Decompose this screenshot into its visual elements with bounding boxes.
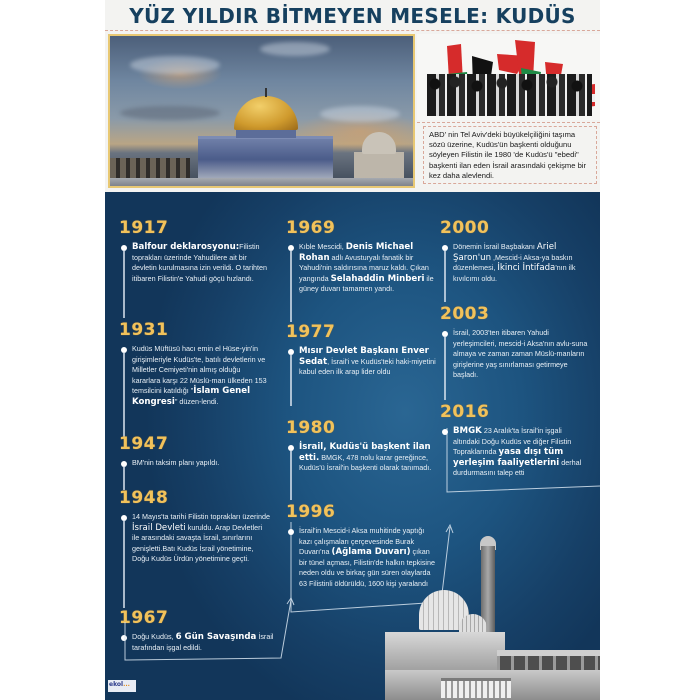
golden-dome <box>234 96 298 130</box>
event-year: 1917 <box>119 218 169 238</box>
protest-illustration <box>417 34 600 120</box>
timeline-panel <box>105 192 600 700</box>
cloud <box>260 42 330 56</box>
event-description: Doğu Kudüs, 6 Gün Savaşında İsrail tarafından işgal edildi. <box>132 632 274 652</box>
event-year: 1948 <box>119 488 169 508</box>
event-description: İsrail, Kudüs'ü başkent ilan etti. BMGK, 478 nolu karar gereğince, Kudüs'ü İsrail'in başkenti olarak tanımadı. <box>299 442 432 472</box>
intro-text: ABD' nin Tel Aviv'deki büyükelçiliğini taşıma sözü üzerine, Kudüs'ün başkenti olduğunu söyleyen Filistin ile 1980 'de Kudüs'ü "ebedi" başkenti ilan eden İsrail arasındaki çekişme bir kez daha alevlendi. <box>429 130 587 180</box>
event-year: 2003 <box>440 304 490 324</box>
bullet-icon <box>442 429 448 435</box>
event-description: İsrail'in Mescid-i Aksa muhitinde yaptığı kazı çalışmaları çerçevesinde Burak Duvarı'na (Ağlama Duvarı) çıkan bir tünel açması, Filistin'de halkın tepkisine neden oldu ve birkaç gün süren olaylarda 63 Filistinli öldürüldü, 1600 kişi yaralandı <box>299 526 436 588</box>
timeline-line <box>290 354 292 406</box>
timeline-line <box>290 450 292 500</box>
page-title: YÜZ YILDIR BİTMEYEN MESELE: KUDÜS <box>129 4 576 28</box>
event-year: 1977 <box>286 322 336 342</box>
event-year: 1980 <box>286 418 336 438</box>
event-description: Mısır Devlet Başkanı Enver Sedat, İsrail'i ve Kudüs'teki haki-miyetini kabul eden ilk arap lider oldu <box>299 346 436 376</box>
event-description: BMGK 23 Aralık'ta İsrail'in işgali altındaki Doğu Kudüs ve diğer Filistin Topraklarında yasa dışı tüm yerleşim faaliyetlerini derhal durdurmasını talep etti <box>453 426 582 477</box>
event-description: Kıble Mescidi, Denis Michael Rohan adlı Avusturyalı fanatik bir Yahudi'nin saldırısına maruz kaldı. Çıkan yangında Selahaddin Minberi ile güney duvarı tamamen yandı. <box>299 242 434 293</box>
timeline-event-1977 <box>286 322 436 378</box>
event-description: Kudüs Müftüsü hacı emin el Hüse-yin'in girişimleriyle Kudüs'te, batılı devletlerin ve Milletler Cemiyeti'nin almış olduğu kararlara karşı 22 Müslü-man ülkeden 153 temsilcini katıldığı "İslam Genel Kongresi" düzen-lendi. <box>132 344 267 407</box>
ablution-kiosk <box>441 678 511 698</box>
timeline-event-2016 <box>440 402 590 479</box>
event-year: 1931 <box>119 320 169 340</box>
publisher-logo: ekol... <box>108 680 136 692</box>
cloud <box>120 106 220 120</box>
mosque-building <box>385 632 505 672</box>
crescent-finial <box>265 88 267 97</box>
crowd-silhouettes <box>427 74 592 116</box>
event-year: 1947 <box>119 434 169 454</box>
arcade <box>110 158 190 180</box>
event-year: 1969 <box>286 218 336 238</box>
small-dome <box>362 132 396 154</box>
intro-text-box <box>423 126 597 184</box>
timeline-event-2003 <box>440 304 590 381</box>
event-description: BM'nin taksim planı yapıldı. <box>132 458 220 467</box>
timeline-line <box>444 250 446 302</box>
small-building <box>354 152 404 180</box>
dome-of-the-rock-photo <box>108 34 415 188</box>
event-year: 1996 <box>286 502 336 522</box>
title-divider <box>105 30 600 31</box>
al-aqsa-mosque-illustration <box>385 536 600 700</box>
cloud <box>130 56 220 74</box>
plaza <box>110 178 415 188</box>
bullet-icon <box>288 529 294 535</box>
event-description: Dönemin İsrail Başbakanı Ariel Şaron'un ,Mescid-i Aksa-ya baskın düzenlemesi, İkinci İntifada'nın ilk kıvılcımı oldu. <box>453 242 576 283</box>
timeline-line <box>444 336 446 400</box>
octagon-building <box>198 136 333 180</box>
event-year: 2000 <box>440 218 490 238</box>
timeline-line <box>290 250 292 322</box>
timeline-event-1969 <box>286 218 436 295</box>
infographic-poster <box>105 0 600 700</box>
event-year: 1967 <box>119 608 169 628</box>
event-description: 14 Mayıs'ta tarihi Filistin toprakları üzerinde İsrail Devleti kuruldu. Arap Devletleri ile arasındaki savaşta İsrail, sınırlarını genişletti.Batı Kudüs İsrail yönetimine, Doğu Kudüs Ürdün yönetimine geçti. <box>132 512 270 563</box>
timeline-event-2000 <box>440 218 590 284</box>
timeline-event-1980 <box>286 418 436 474</box>
event-year: 2016 <box>440 402 490 422</box>
divider <box>417 122 600 123</box>
cloud <box>320 106 400 122</box>
event-description: İsrail, 2003'ten itibaren Yahudi yerleşimcileri, mescid-i Aksa'nın avlu-suna almaya ve zaman zaman Müslü-manların girişlerine yaş sınırlaması getirmeye başladı. <box>453 328 588 379</box>
event-description: Balfour deklarosyonu:Filistin toprakları üzerinde Yahudilere ait bir devletin kurulmasına izin verildi. O tarihten itibaren Filistin'e Yahudi göçü hızlandı. <box>132 242 268 283</box>
